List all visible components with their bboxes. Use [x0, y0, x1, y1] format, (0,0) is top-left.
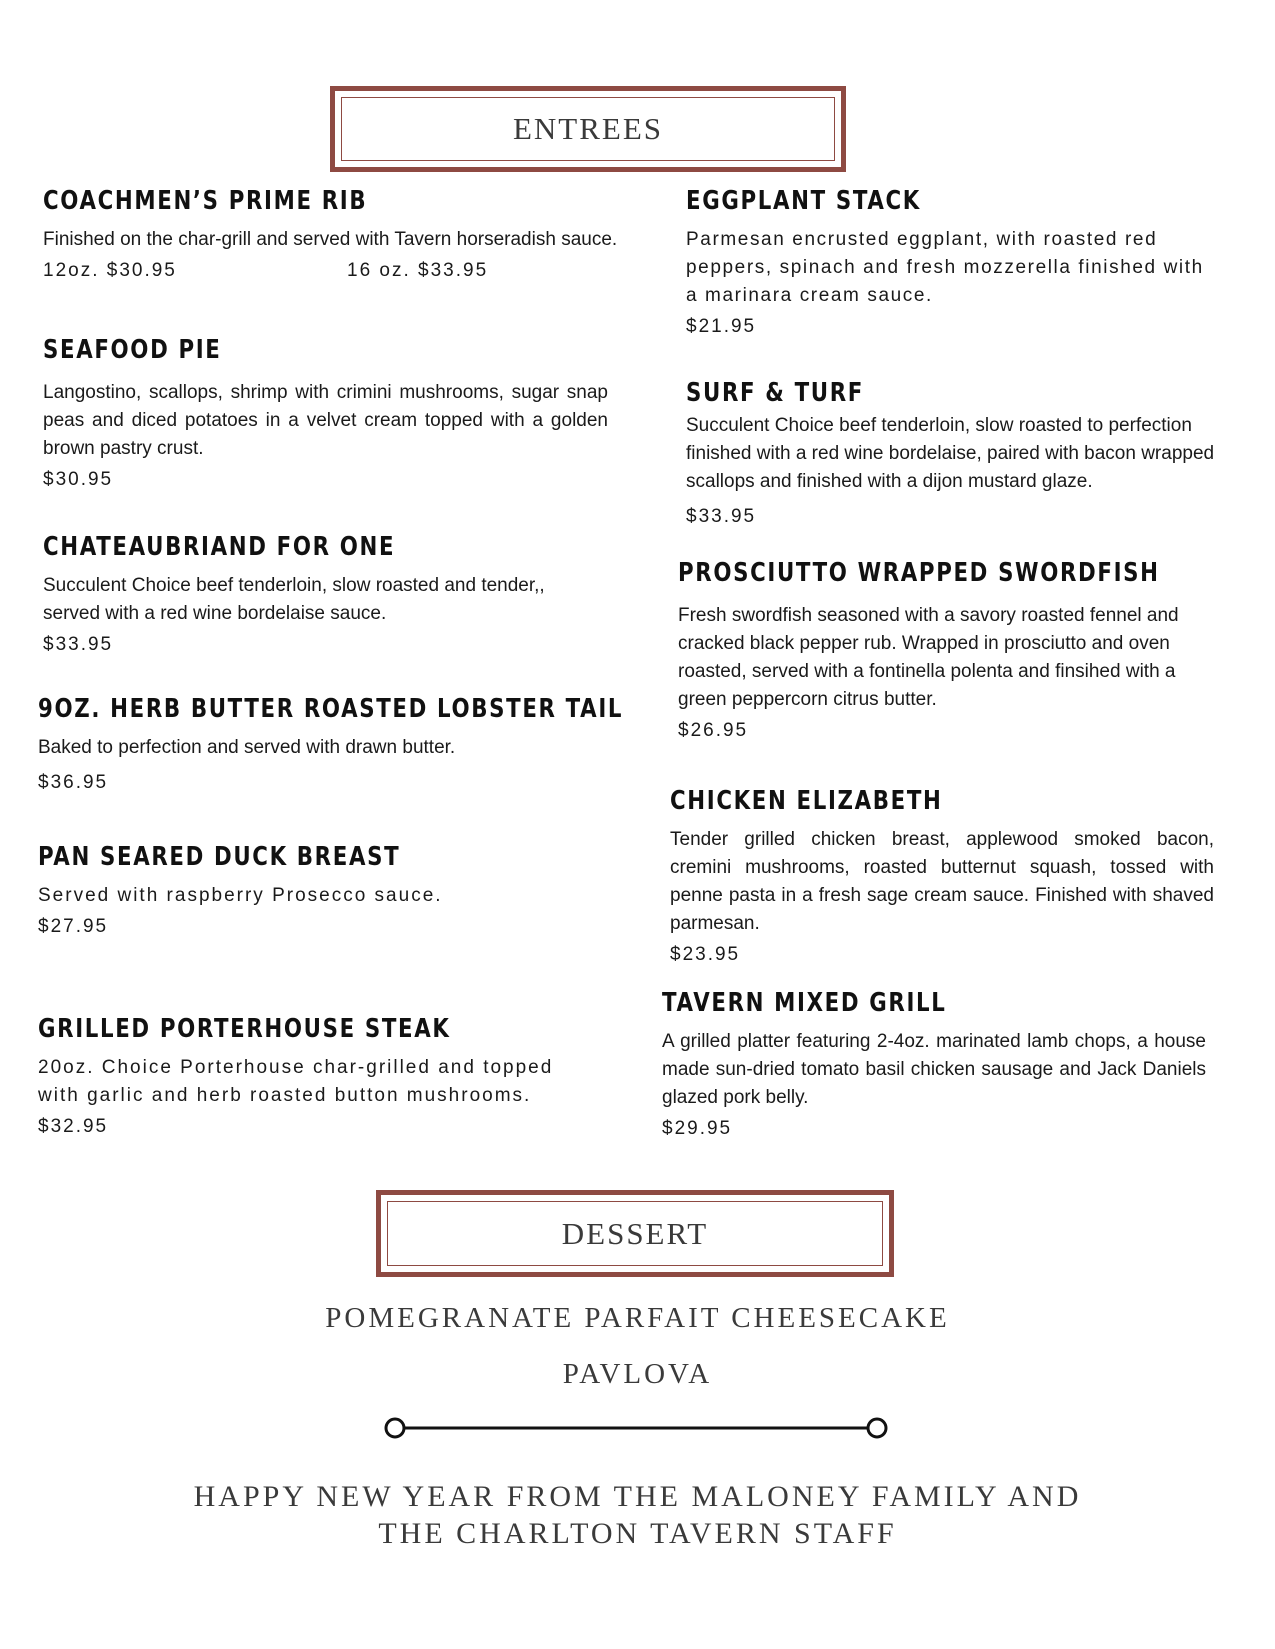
- item-price: $30.95: [43, 469, 114, 490]
- item-name: SEAFOOD PIE: [43, 335, 222, 365]
- dessert-banner-inner: [387, 1201, 883, 1266]
- menu-item-mixed-grill: [662, 988, 1206, 1140]
- menu-item-eggplant-stack: [686, 186, 1206, 338]
- item-description: Langostino, scallops, shrimp with crimini mushrooms, sugar snap peas and diced potatoes in a velvet cream topped with a golden brown pastry crust.: [43, 382, 608, 459]
- item-name: EGGPLANT STACK: [686, 186, 921, 216]
- item-description: 20oz. Choice Porterhouse char-grilled and topped with garlic and herb roasted button mushrooms.: [38, 1057, 554, 1106]
- dessert-item-pavlova: PAVLOVA: [562, 1358, 713, 1390]
- item-price-row: [43, 260, 663, 284]
- menu-item-duck-breast: [38, 842, 598, 938]
- item-name: COACHMEN’S PRIME RIB: [43, 186, 368, 216]
- item-description: Succulent Choice beef tenderloin, slow roasted to perfection finished with a red wine bordelaise, paired with bacon wrapped scallops and finished with a dijon mustard glaze.: [686, 415, 1215, 492]
- footer-text: HAPPY NEW YEAR FROM THE MALONEY FAMILY AND THE CHARLTON TAVERN STAFF: [193, 1480, 1082, 1550]
- item-price-12oz: 12oz. $30.95: [43, 260, 177, 281]
- item-name: SURF & TURF: [686, 378, 864, 408]
- item-name: PROSCIUTTO WRAPPED SWORDFISH: [678, 558, 1160, 588]
- entrees-banner: [330, 86, 846, 172]
- item-description: Tender grilled chicken breast, applewood smoked bacon, cremini mushrooms, roasted butternut squash, tossed with penne pasta in a fresh sage cream sauce. Finished with shaved parmesan.: [670, 829, 1214, 934]
- menu-item-surf-turf: [686, 378, 1226, 528]
- footer-message: [0, 1478, 1275, 1552]
- item-name: CHICKEN ELIZABETH: [670, 786, 943, 816]
- dessert-banner: [376, 1190, 894, 1277]
- entrees-heading: ENTREES: [512, 111, 664, 146]
- item-price-16oz: 16 oz. $33.95: [347, 260, 489, 281]
- item-price: $36.95: [38, 772, 109, 793]
- menu-item-seafood-pie: [43, 335, 608, 491]
- item-description: Finished on the char-grill and served with Tavern horseradish sauce.: [43, 229, 618, 250]
- menu-item-porterhouse: [38, 1014, 598, 1138]
- dessert-item-cheesecake: POMEGRANATE PARFAIT CHEESECAKE: [325, 1302, 950, 1334]
- item-description: Succulent Choice beef tenderloin, slow roasted and tender,, served with a red wine bordelaise sauce.: [43, 575, 545, 624]
- menu-item-swordfish: [678, 558, 1218, 742]
- item-price: $29.95: [662, 1118, 733, 1139]
- item-description: A grilled platter featuring 2-4oz. marinated lamb chops, a house made sun-dried tomato basil chicken sausage and Jack Daniels glazed pork belly.: [662, 1031, 1206, 1108]
- item-name: GRILLED PORTERHOUSE STEAK: [38, 1014, 451, 1044]
- item-description: Parmesan encrusted eggplant, with roasted red peppers, spinach and fresh mozzerella finished with a marinara cream sauce.: [686, 229, 1204, 306]
- item-price: $27.95: [38, 916, 109, 937]
- item-description: Baked to perfection and served with drawn butter.: [38, 737, 456, 758]
- item-price: $33.95: [43, 634, 114, 655]
- item-price: $21.95: [686, 316, 757, 337]
- item-name: PAN SEARED DUCK BREAST: [38, 842, 401, 872]
- item-price: $33.95: [686, 506, 757, 527]
- item-name: TAVERN MIXED GRILL: [662, 988, 947, 1018]
- item-price: $23.95: [670, 944, 741, 965]
- item-description: Served with raspberry Prosecco sauce.: [38, 885, 443, 906]
- menu-item-chicken-elizabeth: [670, 786, 1214, 966]
- item-price: $32.95: [38, 1116, 109, 1137]
- item-description: Fresh swordfish seasoned with a savory roasted fennel and cracked black pepper rub. Wrapped in prosciutto and oven roasted, served with a fontinella polenta and finsihed with a green peppercorn citrus butter.: [678, 605, 1179, 710]
- dessert-heading: DESSERT: [561, 1215, 709, 1251]
- item-name: 9OZ. HERB BUTTER ROASTED LOBSTER TAIL: [38, 694, 624, 724]
- item-name: CHATEAUBRIAND FOR ONE: [43, 532, 396, 562]
- entrees-banner-inner: [341, 97, 835, 161]
- divider-line: [383, 1413, 889, 1443]
- menu-item-chateaubriand: [43, 532, 603, 656]
- item-price: $26.95: [678, 720, 749, 741]
- menu-item-prime-rib: [43, 186, 663, 284]
- menu-item-lobster-tail: [38, 694, 638, 794]
